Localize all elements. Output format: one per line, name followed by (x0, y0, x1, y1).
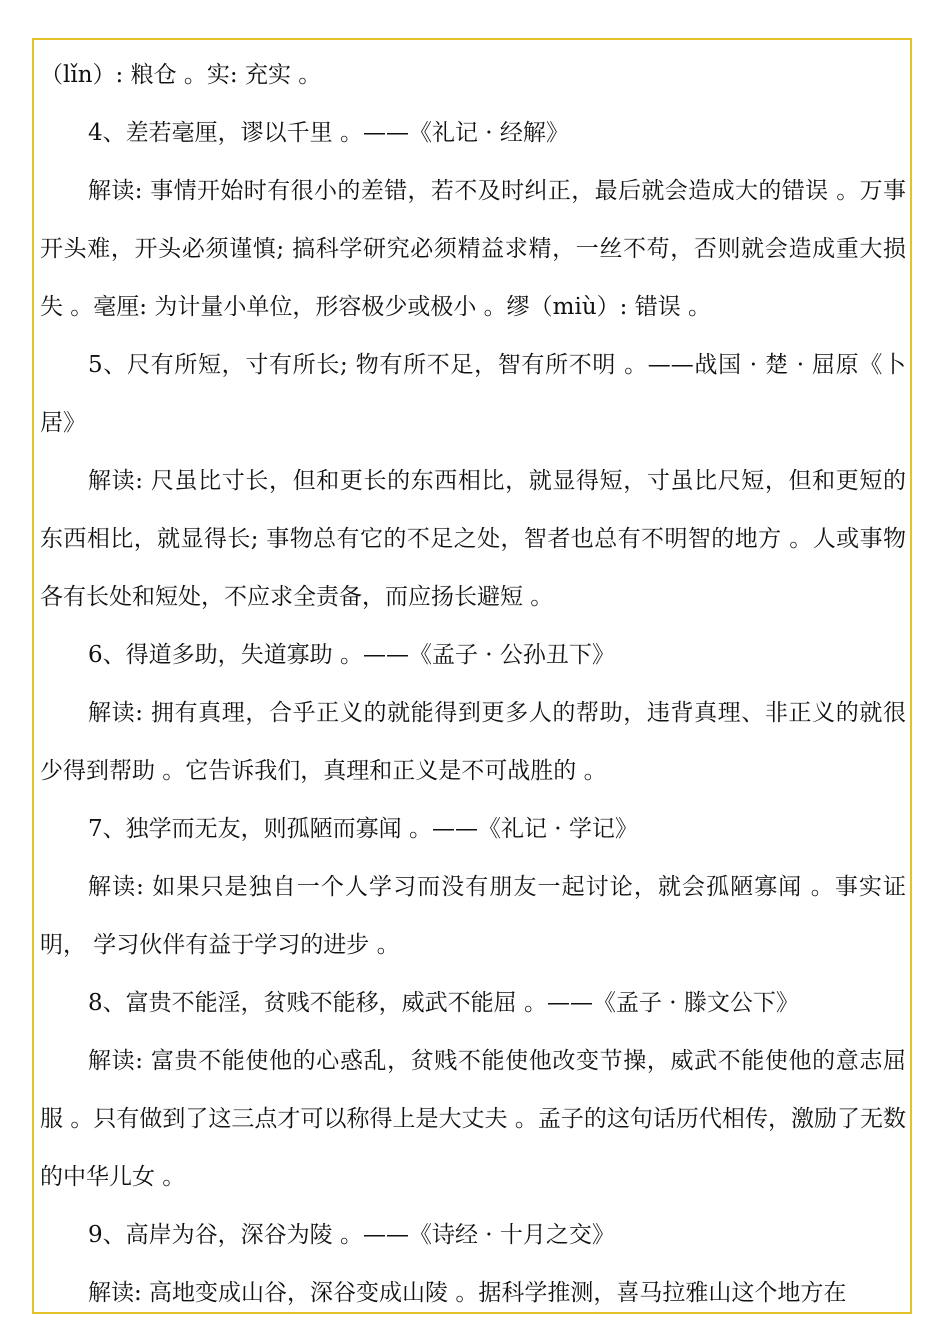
quote-9: 9、高岸为谷，深谷为陵 。——《诗经 · 十月之交》 (88, 1222, 615, 1248)
document-body (40, 46, 906, 1322)
quote-8: 8、富贵不能淫，贫贱不能移，威武不能屈 。——《孟子 · 滕文公下》 (88, 990, 799, 1016)
explanation-8: 解读: 富贵不能使他的心惑乱，贫贱不能使他改变节操，威武不能使他的意志屈服 。只有做到了这三点才可以称得上是大丈夫 。孟子的这句话历代相传，激励了无数的中华儿女 。 (40, 1048, 906, 1190)
quote-6: 6、得道多助，失道寡助 。——《孟子 · 公孙丑下》 (88, 642, 615, 668)
paragraph-0: （lǐn）: 粮仓 。实: 充实 。 (40, 62, 322, 88)
explanation-6: 解读: 拥有真理，合乎正义的就能得到更多人的帮助，违背真理、非正义的就很少得到帮助 。它告诉我们，真理和正义是不可战胜的 。 (40, 700, 906, 784)
explanation-5: 解读: 尺虽比寸长，但和更长的东西相比，就显得短，寸虽比尺短，但和更短的东西相比，就显得长; 事物总有它的不足之处，智者也总有不明智的地方 。人或事物各有长处和短处，不应求全责备，而应扬长避短 。 (40, 468, 906, 610)
explanation-7: 解读: 如果只是独自一个人学习而没有朋友一起讨论，就会孤陋寡闻 。事实证明， 学习伙伴有益于学习的进步 。 (40, 874, 906, 958)
quote-4: 4、差若毫厘，谬以千里 。——《礼记 · 经解》 (88, 120, 569, 146)
quote-5: 5、尺有所短，寸有所长; 物有所不足，智有所不明 。——战国 · 楚 · 屈原《卜居》 (40, 352, 906, 436)
quote-7: 7、独学而无友，则孤陋而寡闻 。——《礼记 · 学记》 (88, 816, 638, 842)
explanation-9: 解读: 高地变成山谷，深谷变成山陵 。据科学推测，喜马拉雅山这个地方在 (88, 1280, 847, 1306)
explanation-4: 解读: 事情开始时有很小的差错，若不及时纠正，最后就会造成大的错误 。万事开头难，开头必须谨慎; 搞科学研究必须精益求精，一丝不苟，否则就会造成重大损失 。毫厘: 为计量小单位，形容极少或极小 。缪（miù）: 错误 。 (40, 178, 906, 320)
